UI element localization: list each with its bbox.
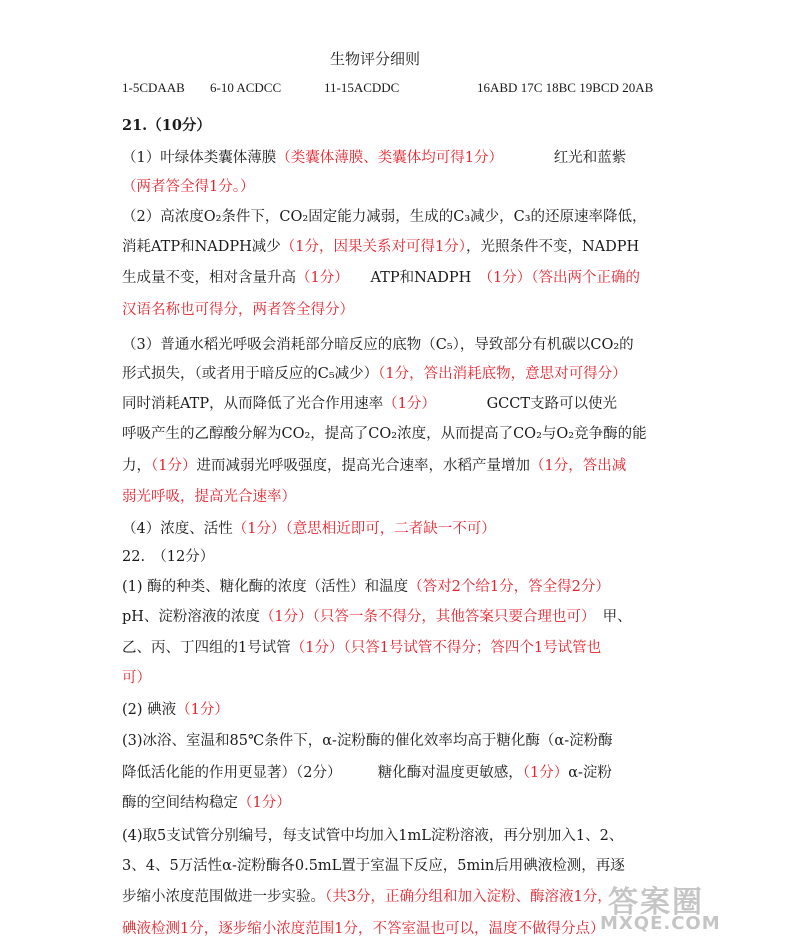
- answers-11-15: 11-15ACDDC: [324, 80, 400, 95]
- watermark-url: MXQE.COM: [600, 913, 721, 934]
- answers-16-20: 16ABD 17C 18BC 19BCD 20AB: [477, 80, 654, 95]
- scoring-note: 碘液检测1分，逐步缩小浓度范围1分，不答室温也可以，温度不做得分点）: [122, 921, 605, 937]
- scoring-note: （1分）: [238, 795, 291, 811]
- text-line: [122, 490, 296, 505]
- answer-text: 力，: [122, 458, 151, 474]
- text-line: [122, 367, 627, 382]
- answer-text: 进而减弱光呼吸强度，提高光合速率，水稻产量增加: [196, 458, 530, 474]
- answer-text: （4）浓度、活性: [122, 521, 233, 537]
- text-line: [122, 303, 354, 318]
- scoring-note: （1分）: [151, 458, 197, 474]
- text-line: [122, 180, 254, 195]
- scoring-note: （1分）（只答一条不得分，其他答案只要合理也可）: [259, 609, 589, 625]
- answer-text: （1）叶绿体类囊体薄膜: [122, 150, 277, 166]
- scoring-note: （答对2个给1分，答全得2分）: [408, 579, 610, 595]
- watermark-text: 答案圈: [608, 885, 704, 920]
- answer-text: (4)取5支试管分别编号，每支试管中均加入1mL淀粉溶液，再分别加入1、2、: [122, 828, 624, 844]
- text-line: [122, 734, 613, 749]
- answer-text: 生成量不变，相对含量升高: [122, 270, 296, 286]
- text-line: [122, 397, 617, 412]
- answer-text: 消耗ATP和NADPH减少: [122, 239, 281, 255]
- answer-text: (1) 酶的种类、糖化酶的浓度（活性）和温度: [122, 579, 409, 595]
- text-line: [122, 271, 640, 286]
- scoring-note: （类囊体薄膜、类囊体均可得1分）: [276, 150, 496, 166]
- answer-text: 甲、: [588, 609, 632, 625]
- scoring-note: （1分）（答出两个正确的: [485, 270, 641, 286]
- answer-text: 酶的空间结构稳定: [122, 795, 238, 811]
- text-line: [122, 550, 214, 565]
- text-line: [122, 522, 496, 537]
- scoring-note: （1分）: [176, 702, 229, 718]
- text-line: [122, 210, 647, 225]
- scoring-note: 可）: [122, 670, 151, 686]
- document-title: 生物评分细则: [330, 50, 421, 68]
- text-line: [122, 890, 612, 905]
- scoring-note: （1分）（只答1号试管不得分；答四个1号试管也: [290, 640, 602, 656]
- text-line: [122, 922, 604, 937]
- text-line: [122, 796, 291, 811]
- scoring-note: （两者答全得1分。）: [122, 179, 255, 195]
- text-line: [122, 859, 625, 874]
- text-line: [122, 240, 639, 255]
- text-line: [122, 766, 612, 781]
- scoring-note: （1分，答出消耗底物，意思对可得分）: [378, 366, 627, 382]
- watermark-logo: [590, 877, 760, 937]
- scoring-note: （1分）: [296, 270, 342, 286]
- text-line: [122, 459, 626, 474]
- answer-text: pH、淀粉溶液的浓度: [122, 609, 260, 625]
- answer-text: 形式损失，（或者用于暗反应的C₅减少）: [122, 366, 379, 382]
- answer-text: (2) 碘液: [122, 702, 177, 718]
- text-line: [122, 119, 211, 134]
- scoring-note: 汉语名称也可得分，两者答全得分）: [122, 302, 354, 318]
- answer-text: 步缩小浓度范围做进一步实验。: [122, 889, 325, 905]
- text-line: [122, 610, 632, 625]
- scoring-note: （1分）（意思相近即可，二者缺一不可）: [232, 521, 496, 537]
- answer-text: 乙、丙、丁四组的1号试管: [122, 640, 291, 656]
- answer-text: ATP和NADPH: [341, 270, 486, 286]
- text-line: [122, 829, 623, 844]
- scoring-note: （1分，答出减: [529, 458, 627, 474]
- answer-text: （2）高浓度O₂条件下，CO₂固定能力减弱，生成的C₃减少，C₃的还原速率降低，: [122, 209, 647, 225]
- answer-text: 呼吸产生的乙醇酸分解为CO₂，提高了CO₂浓度，从而提高了CO₂与O₂竞争酶的能: [122, 426, 647, 442]
- answer-text: 降低活化能的作用更显著）（2分） 糖化酶对温度更敏感，: [122, 765, 523, 781]
- answers-1-5: 1-5CDAAB: [122, 80, 185, 95]
- answer-text: 红光和蓝紫: [495, 150, 627, 166]
- answer-text: 21.（10分）: [122, 117, 211, 134]
- text-line: [122, 427, 647, 442]
- scoring-note: 弱光呼吸，提高光合速率）: [122, 489, 296, 505]
- answers-6-10: 6-10 ACDCC: [210, 80, 282, 95]
- scoring-note: （1分，因果关系对可得1分）: [280, 239, 466, 255]
- scoring-note: （共3分，正确分组和加入淀粉、酶溶液1分，: [325, 889, 612, 905]
- text-line: [122, 703, 229, 718]
- answer-text: 22. （12分）: [122, 549, 215, 565]
- text-line: [122, 580, 610, 595]
- answer-text: (3)冰浴、室温和85℃条件下，α-淀粉酶的催化效率均高于糖化酶（α-淀粉酶: [122, 733, 613, 749]
- answer-text: α-淀粉: [568, 765, 612, 781]
- answer-text: （3）普通水稻光呼吸会消耗部分暗反应的底物（C₅），导致部分有机碳以CO₂的: [122, 337, 634, 353]
- scoring-note: （1分）: [383, 396, 429, 412]
- answer-text: 同时消耗ATP，从而降低了光合作用速率: [122, 396, 384, 412]
- text-line: [122, 641, 601, 656]
- answer-text: GCCT支路可以使光: [428, 396, 618, 412]
- text-line: [122, 671, 151, 686]
- answer-text: ，光照条件不变，NADPH: [466, 239, 640, 255]
- text-line: [122, 338, 634, 353]
- answer-text: 3、4、5万活性α-淀粉酶各0.5mL置于室温下反应，5min后用碘液检测，再逐: [122, 858, 625, 874]
- scoring-note: （1分）: [522, 765, 569, 781]
- text-line: [122, 151, 626, 166]
